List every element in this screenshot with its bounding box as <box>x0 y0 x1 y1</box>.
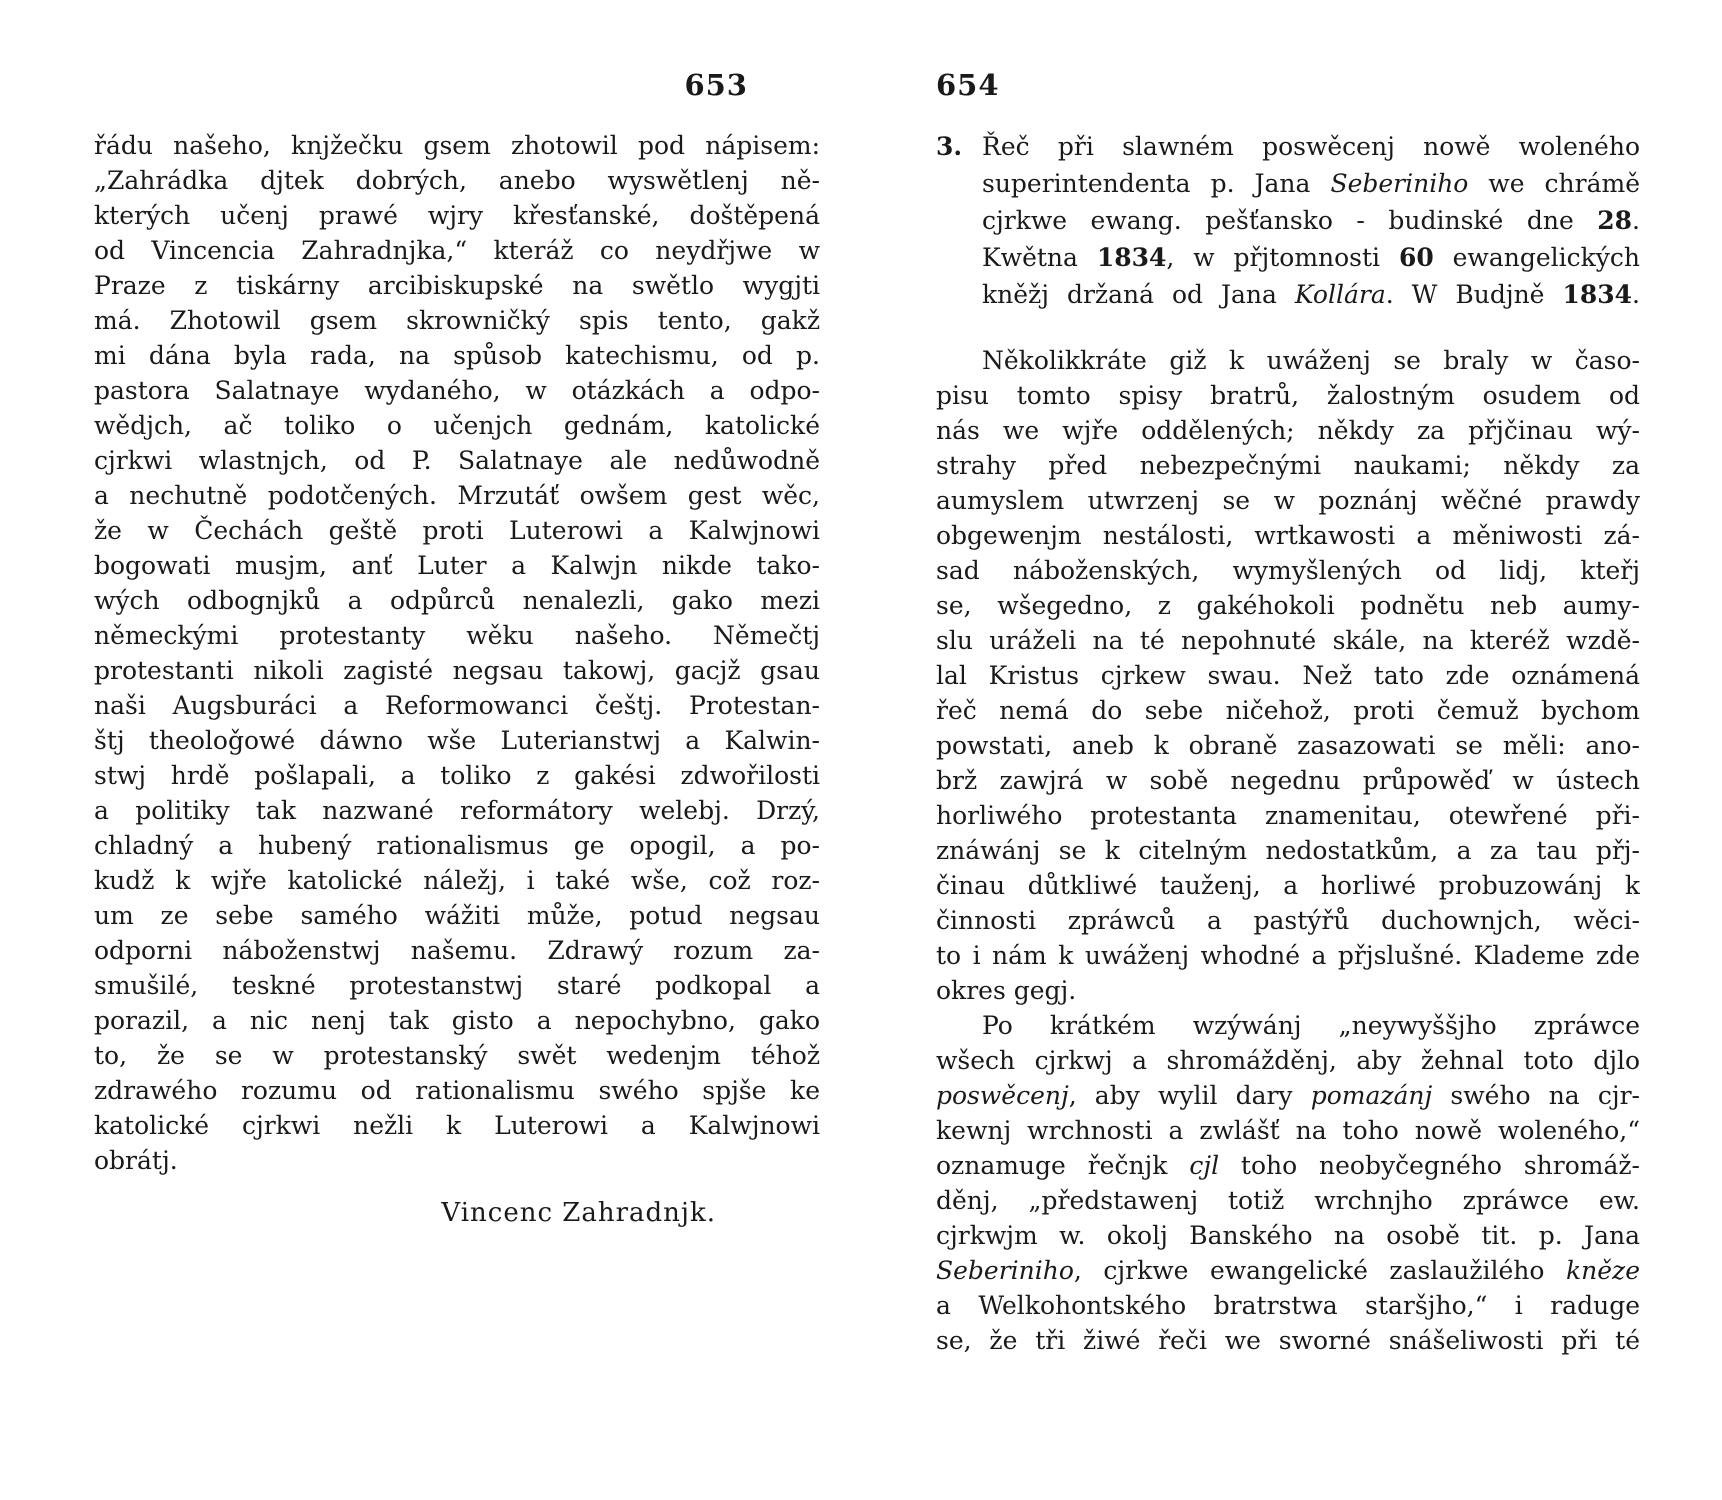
text-line <box>936 658 1640 693</box>
paragraph <box>936 1008 1640 1358</box>
text-segment: wšech cjrkwj a shromážděnj, aby žehnal toto djlo <box>936 1046 1640 1075</box>
italic-text: kněze <box>1565 1256 1640 1285</box>
text-segment: , cjrkwe ewangelické zaslaužilého <box>1073 1256 1566 1285</box>
text-line <box>94 933 820 968</box>
text-segment: Kwětna <box>982 243 1097 272</box>
text-line <box>94 1038 820 1073</box>
text-segment: naši Augsburáci a Reformowanci češtj. Protestan- <box>94 691 820 720</box>
text-segment: má. Zhotowil gsem skrowničký spis tento, gakž <box>94 306 820 335</box>
right-page-text-block <box>936 128 1640 1358</box>
text-line <box>936 938 1640 973</box>
text-segment: kudž k wjře katolické náležj, i také wše, což roz- <box>94 866 820 895</box>
bold-text: 28 <box>1597 206 1633 235</box>
text-line <box>94 1143 820 1178</box>
text-line <box>936 1113 1640 1148</box>
text-segment: wědjch, ač toliko o učenjch gednám, katolické <box>94 411 820 440</box>
text-line <box>936 798 1640 833</box>
text-segment: smušilé, teskné protestanstwj staré podkopal a <box>94 971 820 1000</box>
text-segment: se, že tři žiwé řeči we sworné snášeliwosti při té <box>936 1326 1640 1355</box>
text-segment: že w Čechách geště proti Luterowi a Kalwjnowi <box>94 516 820 545</box>
text-segment: a nechutně podotčených. Mrzutáť owšem gest wěc, <box>94 481 820 510</box>
text-segment: znáwánj se k citelným nedostatkům, a za tau přj- <box>936 836 1640 865</box>
text-line <box>94 1073 820 1108</box>
section-heading-lines <box>982 128 1640 313</box>
text-segment: a politiky tak nazwané reformátory welebj. Drzý, <box>94 796 820 825</box>
left-page-lines <box>94 128 820 1178</box>
text-line <box>936 518 1640 553</box>
text-segment: a Welkohontského bratrstwa staršjho,“ i raduge <box>936 1291 1640 1320</box>
text-line <box>94 793 820 828</box>
text-line <box>982 276 1640 313</box>
text-line <box>94 583 820 618</box>
text-line <box>94 688 820 723</box>
text-line <box>94 303 820 338</box>
text-segment: slu uráželi na té nepohnuté skále, na kteréž wzdě- <box>936 626 1640 655</box>
text-line <box>94 1108 820 1143</box>
text-segment: , aby wylil dary <box>1068 1081 1311 1110</box>
italic-text: Seberiniho <box>936 1256 1074 1285</box>
text-line <box>94 408 820 443</box>
text-segment: řádu našeho, knjžečku gsem zhotowil pod nápisem: <box>94 131 820 160</box>
text-segment: brž zawjrá w sobě negednu průpowěď w ústech <box>936 766 1640 795</box>
text-line <box>94 478 820 513</box>
left-page <box>94 0 820 1500</box>
text-line <box>936 833 1640 868</box>
italic-text: cjl <box>1189 1151 1220 1180</box>
text-line <box>94 828 820 863</box>
text-line <box>94 268 820 303</box>
text-line <box>94 863 820 898</box>
text-segment: „Zahrádka djtek dobrých, anebo wyswětlenj ně- <box>94 166 820 195</box>
text-line <box>936 1008 1640 1043</box>
text-segment: kterých učenj prawé wjry křesťanské, doštěpená <box>94 201 820 230</box>
text-segment: kewnj wrchnosti a zwlášť na toho nowě woleného,“ <box>936 1116 1640 1145</box>
text-segment: . W Budjně <box>1385 280 1563 309</box>
text-segment: , w přjtomnosti <box>1166 243 1399 272</box>
text-segment: bogowati musjm, anť Luter a Kalwjn nikde tako- <box>94 551 820 580</box>
text-segment: činau důtkliwé tauženj, a horliwé probuzowánj k <box>936 871 1640 900</box>
text-segment: Několikkráte giž k uwáženj se braly w časo- <box>982 346 1640 375</box>
italic-text: Kollára <box>1294 280 1386 309</box>
text-segment: kněžj držaná od Jana <box>982 280 1295 309</box>
text-line <box>936 1218 1640 1253</box>
text-segment: mi dána byla rada, na spůsob katechismu, od p. <box>94 341 820 370</box>
text-line <box>936 1043 1640 1078</box>
text-line <box>94 653 820 688</box>
text-segment: chladný a hubený rationalismus ge opogil, a po- <box>94 831 820 860</box>
page-number-left: 653 <box>684 68 748 102</box>
text-segment: swého na cjr- <box>1432 1081 1640 1110</box>
text-segment: stwj hrdě pošlapali, a toliko z gakési zdwořilosti <box>94 761 820 790</box>
page-number-right: 654 <box>936 68 1000 102</box>
text-line <box>94 128 820 163</box>
text-segment: katolické cjrkwi nežli k Luterowi a Kalwjnowi <box>94 1111 820 1140</box>
bold-text: 60 <box>1398 243 1434 272</box>
text-segment: cjrkwi wlastnjch, od P. Salatnaye ale nedůwodně <box>94 446 820 475</box>
text-line <box>936 763 1640 798</box>
text-line <box>94 898 820 933</box>
text-segment: pisu tomto spisy bratrů, žalostným osudem od <box>936 381 1640 410</box>
text-line <box>94 163 820 198</box>
text-line <box>936 448 1640 483</box>
text-line <box>94 443 820 478</box>
text-segment: porazil, a nic nenj tak gisto a nepochybno, gako <box>94 1006 820 1035</box>
text-line <box>936 1148 1640 1183</box>
text-line <box>936 483 1640 518</box>
text-segment: cjrkwjm w. okolj Banského na osobě tit. p. Jana <box>936 1221 1640 1250</box>
text-segment: řeč nemá do sebe ničehož, proti čemuž bychom <box>936 696 1640 725</box>
text-segment: oznamuge řečnjk <box>936 1151 1190 1180</box>
section-number: 3. <box>936 132 963 161</box>
text-segment: . <box>1632 206 1640 235</box>
left-page-text-block <box>94 128 820 1231</box>
text-segment: štj theoloǧowé dáwno wše Luterianstwj a Kalwin- <box>94 726 820 755</box>
text-line <box>982 128 1640 165</box>
section-heading <box>936 128 1640 313</box>
text-line <box>936 623 1640 658</box>
text-segment: lal Kristus cjrkew swau. Než tato zde oznámená <box>936 661 1640 690</box>
text-line <box>94 1003 820 1038</box>
text-segment: sad náboženských, wymyšlených od lidj, kteřj <box>936 556 1640 585</box>
text-line <box>936 973 1640 1008</box>
text-line <box>982 165 1640 202</box>
text-line <box>936 588 1640 623</box>
text-segment: německými protestanty wěku našeho. Němečtj <box>94 621 820 650</box>
text-line <box>94 198 820 233</box>
text-segment: toho neobyčegného shromáž- <box>1219 1151 1640 1180</box>
text-line <box>936 1323 1640 1358</box>
text-segment: děnj, „předstawenj totiž wrchnjho zpráwce ew. <box>936 1186 1640 1215</box>
italic-text: Seberiniho <box>1330 169 1469 198</box>
text-segment: to i nám k uwáženj whodné a přjslušné. Klademe zde <box>936 941 1640 970</box>
text-segment: protestanti nikoli zagisté negsau takowj, gacjž gsau <box>94 656 820 685</box>
text-segment: činnosti zpráwců a pastýřů duchownjch, wěci- <box>936 906 1640 935</box>
text-segment: ewangelických <box>1433 243 1640 272</box>
text-line <box>936 868 1640 903</box>
text-segment: obgewenjm nestálosti, wrtkawosti a měniwosti zá- <box>936 521 1640 550</box>
text-segment: Po krátkém wzýwánj „neywyššjho zpráwce <box>982 1011 1640 1040</box>
text-line <box>94 548 820 583</box>
text-segment: we chrámě <box>1468 169 1640 198</box>
text-line <box>936 693 1640 728</box>
text-line <box>936 1183 1640 1218</box>
text-line <box>936 413 1640 448</box>
text-line <box>936 1078 1640 1113</box>
text-segment: cjrkwe ewang. pešťansko - budinské dne <box>982 206 1598 235</box>
bold-text: 1834 <box>1096 243 1167 272</box>
text-line <box>94 233 820 268</box>
text-segment: zdrawého rozumu od rationalismu swého spjše ke <box>94 1076 820 1105</box>
text-line <box>94 373 820 408</box>
italic-text: pomazánj <box>1310 1081 1433 1110</box>
text-line <box>936 343 1640 378</box>
text-segment: Řeč při slawném poswěcenj nowě woleného <box>982 132 1640 161</box>
text-line <box>94 968 820 1003</box>
text-segment: pastora Salatnaye wydaného, w otázkách a odpo- <box>94 376 820 405</box>
text-line <box>936 728 1640 763</box>
text-segment: wých odbognjků a odpůrců nenalezli, gako mezi <box>94 586 820 615</box>
text-segment: se, wšegedno, z gakéhokoli podnětu neb aumy- <box>936 591 1640 620</box>
text-segment: powstati, aneb k obraně zasazowati se měli: ano- <box>936 731 1640 760</box>
text-line <box>94 618 820 653</box>
text-segment: um ze sebe samého wážiti může, potud negsau <box>94 901 820 930</box>
bold-text: 1834 <box>1562 280 1633 309</box>
text-segment: aumyslem utwrzenj se w poznánj wěčné prawdy <box>936 486 1640 515</box>
text-segment: Praze z tiskárny arcibiskupské na swětlo wygjti <box>94 271 820 300</box>
text-line <box>936 378 1640 413</box>
text-line <box>936 1253 1640 1288</box>
text-segment: to, že se w protestanský swět wedenjm téhož <box>94 1041 820 1070</box>
signature: Vincenc Zahradnjk. <box>441 1198 716 1228</box>
text-line <box>982 202 1640 239</box>
text-line <box>936 903 1640 938</box>
text-line <box>936 1288 1640 1323</box>
right-page <box>936 0 1640 1500</box>
text-line <box>94 513 820 548</box>
text-segment: okres gegj. <box>936 976 1077 1005</box>
text-segment: superintendenta p. Jana <box>982 169 1331 198</box>
text-segment: odporni náboženstwj našemu. Zdrawý rozum za- <box>94 936 820 965</box>
text-segment: od Vincencia Zahradnjka,“ kteráž co neydřjwe w <box>94 236 820 265</box>
text-line <box>982 239 1640 276</box>
text-segment: nás we wjře oddělených; někdy za přjčinau wý- <box>936 416 1640 445</box>
text-line <box>936 553 1640 588</box>
text-line <box>94 338 820 373</box>
text-segment: horliwého protestanta znamenitau, otewřené při- <box>936 801 1640 830</box>
text-segment: strahy před nebezpečnými naukami; někdy za <box>936 451 1640 480</box>
text-line <box>94 723 820 758</box>
paragraph <box>936 343 1640 1008</box>
text-segment: . <box>1632 280 1640 309</box>
text-line <box>94 758 820 793</box>
text-segment: obrátj. <box>94 1146 178 1175</box>
right-page-body <box>936 343 1640 1358</box>
italic-text: poswěcenj <box>936 1081 1069 1110</box>
